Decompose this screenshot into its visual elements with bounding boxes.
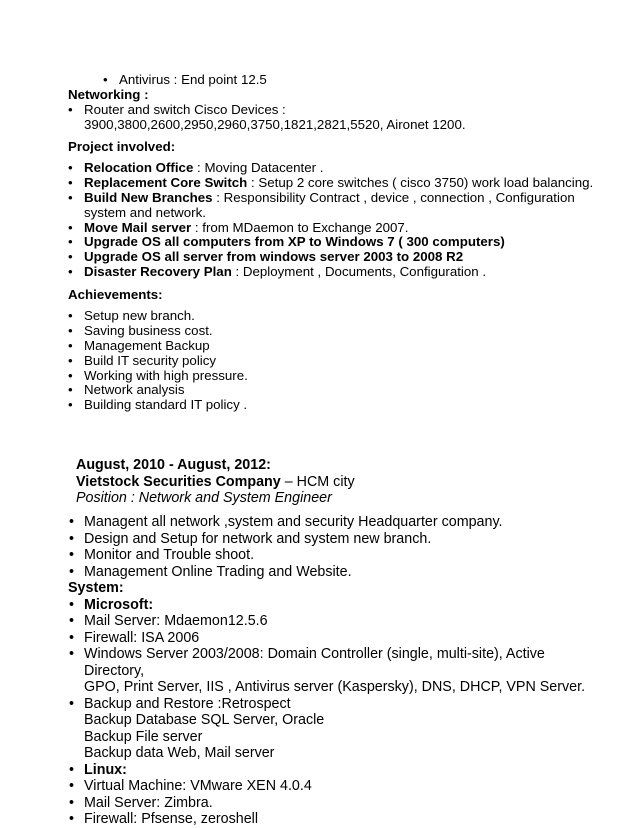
- list-item: [68, 398, 598, 413]
- list-item: [68, 778, 598, 795]
- list-item: [68, 795, 598, 812]
- list-item-text: Building standard IT policy .: [84, 397, 248, 413]
- projects-heading: Project involved:: [68, 139, 176, 154]
- list-item: [68, 191, 598, 221]
- project-title: Upgrade OS all computers from XP to Windows 7 ( 300 computers): [84, 234, 505, 250]
- list-item: [68, 696, 598, 762]
- project-title: Relocation Office: [84, 159, 194, 175]
- achievements-heading: Achievements:: [68, 287, 163, 302]
- system-list: [68, 597, 598, 828]
- project-title: Disaster Recovery Plan: [84, 264, 232, 280]
- job-duties-list: [68, 514, 598, 580]
- projects-section: [68, 140, 598, 280]
- linux-label: Linux:: [84, 761, 127, 778]
- list-item: [68, 161, 598, 176]
- list-item: [68, 339, 598, 354]
- project-title: Upgrade OS all server from windows server 2003 to 2008 R2: [84, 249, 464, 265]
- job-company: Vietstock Securities Company: [76, 473, 281, 490]
- list-item: [68, 265, 598, 280]
- projects-list: [68, 161, 598, 280]
- list-item: [68, 531, 598, 548]
- list-item: [68, 324, 598, 339]
- list-item: [68, 514, 598, 531]
- list-item-text: Monitor and Trouble shoot.: [84, 547, 255, 563]
- project-desc: : Moving Datacenter .: [193, 159, 324, 175]
- list-item-text: Managent all network ,system and security Headquarter company.: [84, 514, 503, 530]
- list-item: [68, 597, 598, 614]
- list-item-text: Backup Database SQL Server, Oracle: [84, 712, 325, 728]
- achievements-list: [68, 309, 598, 413]
- microsoft-label: Microsoft:: [84, 596, 154, 613]
- list-item-text: GPO, Print Server, IIS , Antivirus server (Kaspersky), DNS, DHCP, VPN Server.: [84, 679, 586, 695]
- job-position: Position : Network and System Engineer: [76, 490, 332, 506]
- list-item-text: Firewall: Pfsense, zeroshell: [84, 811, 259, 827]
- list-item: [68, 383, 598, 398]
- job-location: – HCM city: [280, 473, 355, 490]
- job-duties-section: [68, 514, 598, 828]
- list-item-text: Management Online Trading and Website.: [84, 563, 352, 580]
- list-item-text: Setup new branch.: [84, 307, 195, 323]
- list-item: [68, 811, 598, 828]
- project-desc: : Deployment , Documents, Configuration .: [231, 264, 487, 280]
- list-item: [68, 613, 598, 630]
- list-item: [68, 547, 598, 564]
- antivirus-section: [103, 73, 598, 88]
- list-item-text: Build IT security policy: [84, 352, 217, 368]
- project-title: Move Mail server: [84, 219, 192, 235]
- list-item: [68, 176, 598, 191]
- list-item-text: Virtual Machine: VMware XEN 4.0.4: [84, 778, 312, 794]
- list-item-text: Antivirus : End point 12.5: [119, 72, 267, 87]
- list-item-text: • Router and switch Cisco Devices :: [84, 101, 286, 117]
- job-header: [76, 457, 598, 507]
- list-item: [68, 309, 598, 324]
- project-desc-cont: system and network.: [84, 204, 206, 220]
- project-title: Build New Branches: [84, 189, 213, 205]
- project-title: Replacement Core Switch: [84, 174, 248, 190]
- networking-list: [68, 103, 598, 133]
- list-item-text: Firewall: ISA 2006: [84, 629, 200, 646]
- list-item: [68, 762, 598, 779]
- list-item: [68, 354, 598, 369]
- list-item-text: • Backup and Restore :Retrospect: [84, 695, 291, 712]
- list-item: [68, 646, 598, 696]
- antivirus-list: [103, 73, 598, 88]
- list-item: [68, 103, 598, 133]
- networking-heading: Networking :: [68, 87, 149, 102]
- list-item: [68, 369, 598, 384]
- project-desc: : from MDaemon to Exchange 2007.: [191, 219, 409, 235]
- list-item: [68, 235, 598, 250]
- list-item: [103, 73, 598, 88]
- list-item-text: 3900,3800,2600,2950,2960,3750,1821,2821,5520, Aironet 1200.: [84, 116, 466, 132]
- list-item-text: Backup File server: [84, 728, 203, 745]
- list-item-text: Mail Server: Mdaemon12.5.6: [84, 613, 268, 629]
- project-desc: : Responsibility Contract , device , connection , Configuration: [212, 189, 575, 205]
- list-item: [68, 250, 598, 265]
- list-item-text: Design and Setup for network and system new branch.: [84, 530, 432, 547]
- system-heading: System:: [68, 580, 124, 596]
- list-item-text: Mail Server: Zimbra.: [84, 794, 213, 811]
- list-item-text: Management Backup: [84, 337, 210, 353]
- networking-section: [68, 88, 598, 133]
- project-desc: : Setup 2 core switches ( cisco 3750) work load balancing.: [247, 174, 594, 190]
- job-dates: August, 2010 - August, 2012:: [76, 457, 271, 473]
- list-item-text: • Windows Server 2003/2008: Domain Controller (single, multi-site), Active Directory,: [84, 646, 545, 679]
- list-item: [68, 564, 598, 581]
- list-item-text: Saving business cost.: [84, 322, 213, 338]
- list-item: [68, 630, 598, 647]
- list-item-text: Backup data Web, Mail server: [84, 745, 275, 761]
- list-item: [68, 221, 598, 236]
- list-item-text: Network analysis: [84, 382, 185, 398]
- list-item-text: Working with high pressure.: [84, 367, 248, 383]
- achievements-section: [68, 288, 598, 413]
